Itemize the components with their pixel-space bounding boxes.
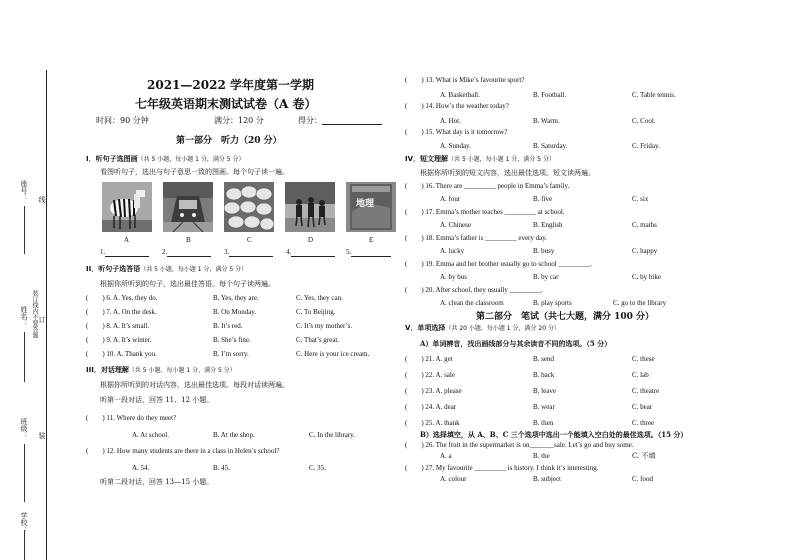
- q16-option-c: C. six: [632, 195, 649, 203]
- q7-stem: ( ) 7. A. On the desk.: [86, 308, 157, 316]
- school-blank: [24, 530, 25, 560]
- exam-time: 时间：90 分钟: [96, 116, 149, 125]
- dialogue1-note: 听第一段对话，回答 11、12 小题。: [100, 396, 214, 404]
- q17-option-b: B. English: [533, 221, 563, 229]
- part2-heading: 第二部分 笔试（共七大题，满分 100 分）: [476, 312, 655, 322]
- q20-option-a: A. clean the classroom: [440, 299, 504, 307]
- answer-blank-3[interactable]: [229, 256, 273, 257]
- q22-option-c: C. lab: [632, 371, 649, 379]
- score-blank[interactable]: [322, 124, 382, 125]
- q24-option-b: B. wear: [533, 403, 555, 411]
- answer-5: [346, 248, 391, 257]
- s2-title: II．听句子选答语: [86, 265, 141, 273]
- q10-option-c: C. Here is your ice cream.: [296, 350, 370, 358]
- q23-option-c: C. theatre: [632, 387, 660, 395]
- picture-e-geography-book: [346, 182, 396, 232]
- q26-stem: ( ) 26. The fruit in the supermarket is on_______sale. Let’s go and buy some.: [405, 441, 634, 449]
- q27-option-a: A. colour: [440, 475, 467, 483]
- answer-blank-4[interactable]: [291, 256, 335, 257]
- q9-option-b: B. She’s fine.: [213, 336, 251, 344]
- q22-option-b: B. back: [533, 371, 555, 379]
- s5-note: （共 20 小题，每小题 1 分，满分 20 分）: [445, 325, 560, 332]
- q19-option-c: C. by bike: [632, 273, 661, 281]
- q25-option-b: B. then: [533, 419, 554, 427]
- q15-stem: ( ) 15. What day is it tomorrow?: [405, 128, 508, 136]
- q18-option-a: A. lucky: [440, 247, 465, 255]
- q14-option-a: A. Hot.: [440, 117, 461, 125]
- q6-option-c: C. Yes, they can.: [296, 294, 343, 302]
- q13-option-a: A. Basketball.: [440, 91, 480, 99]
- q14-option-b: B. Warm.: [533, 117, 560, 125]
- s3-heading: [86, 366, 236, 375]
- q14-option-c: C. Cool.: [632, 117, 656, 125]
- q11-option-b: B. At the shop.: [213, 431, 255, 439]
- binding-warning: 装订线内不要答题: [31, 290, 38, 338]
- q20-option-c: C. go to the library: [613, 299, 667, 307]
- answer-3-num: 3.: [224, 248, 230, 256]
- q13-stem: ( ) 13. What is Mike’s favourite sport?: [405, 76, 525, 84]
- q17-option-c: C. maths: [632, 221, 657, 229]
- q21-stem: ( ) 21. A. get: [405, 355, 453, 363]
- q15-option-c: C. Friday.: [632, 142, 660, 150]
- seat-number-blank: [24, 206, 25, 254]
- q16-option-b: B. five: [533, 195, 553, 203]
- q11-option-c: C. In the library.: [309, 431, 356, 439]
- label-d: D: [308, 236, 314, 244]
- class-blank: [24, 444, 25, 502]
- q24-option-c: C. bear: [632, 403, 653, 411]
- s4-note: （共 5 小题，每小题 1 分，满分 5 分）: [448, 156, 555, 163]
- ding-mark: 订: [38, 316, 46, 323]
- q18-option-c: C. happy: [632, 247, 658, 255]
- q22-stem: ( ) 22. A. sale: [405, 371, 455, 379]
- s1-note: （共 5 小题，每小题 1 分，满分 5 分）: [137, 156, 245, 163]
- answer-5-num: 5.: [346, 248, 352, 256]
- q27-option-b: B. subject: [533, 475, 561, 483]
- q10-option-b: B. I’m sorry.: [213, 350, 249, 358]
- zhuang-mark: 装: [38, 432, 46, 439]
- q21-option-b: B. send: [533, 355, 554, 363]
- q15-option-a: A. Sunday.: [440, 142, 471, 150]
- q19-stem: ( ) 19. Emma and her brother usually go to school _________.: [405, 260, 592, 268]
- answer-blank-2[interactable]: [167, 256, 211, 257]
- exam-title: 七年级英语期末测试试卷（A 卷）: [135, 97, 317, 111]
- s4-heading: [405, 155, 555, 164]
- q23-stem: ( ) 23. A. please: [405, 387, 462, 395]
- q26-option-a: A. a: [440, 452, 452, 460]
- q16-option-a: A. four: [440, 195, 461, 203]
- q27-stem: ( ) 27. My favourite _________ is history. I think it’s interesting.: [405, 464, 599, 472]
- q11-option-a: A. At school.: [132, 431, 169, 439]
- q26-option-b: B. the: [533, 452, 550, 460]
- label-a: A: [124, 236, 130, 244]
- label-b: B: [186, 236, 191, 244]
- q18-stem: ( ) 18. Emma’s father is _________ every day.: [405, 234, 548, 242]
- q6-option-b: B. Yes, they are.: [213, 294, 259, 302]
- q12-stem: ( ) 12. How many students are there in a class in Helen’s school?: [86, 447, 280, 455]
- seat-number-label: 座号：: [20, 180, 28, 201]
- q14-stem: ( ) 14. How’s the weather today?: [405, 102, 509, 110]
- s3-title: III．对话理解: [86, 366, 129, 374]
- q19-option-a: A. by bus: [440, 273, 468, 281]
- picture-d-people: [285, 182, 335, 232]
- s1-title: I．听句子选图画: [86, 155, 138, 163]
- q24-stem: ( ) 24. A. dear: [405, 403, 457, 411]
- q7-option-c: C. To Beijing.: [296, 308, 336, 316]
- answer-3: [224, 248, 273, 257]
- answer-blank-1[interactable]: [105, 256, 149, 257]
- answer-blank-5[interactable]: [351, 256, 391, 257]
- q17-option-a: A. Chinese: [440, 221, 472, 229]
- q20-option-b: B. play sports: [533, 299, 572, 307]
- score-label: 得分：: [298, 116, 322, 125]
- q12-option-c: C. 35.: [309, 464, 326, 472]
- class-label: 班级：: [20, 418, 28, 439]
- picture-a-zebra: [102, 182, 152, 232]
- s5-title: V．单项选择: [405, 324, 446, 332]
- name-blank: [24, 332, 25, 382]
- answer-4-num: 4.: [286, 248, 292, 256]
- q11-stem: ( ) 11. Where do they meet?: [86, 414, 177, 422]
- s2-note: （共 5 小题，每小题 1 分，满分 5 分）: [140, 266, 248, 273]
- picture-c-dumplings: [224, 182, 274, 232]
- s5a-instruction: A）单词辨音，找出画线部分与其余读音不同的选项。（5 分）: [420, 339, 612, 348]
- q25-option-c: C. three: [632, 419, 655, 427]
- q8-stem: ( ) 8. A. It’s small.: [86, 322, 150, 330]
- q25-stem: ( ) 25. A. thank: [405, 419, 460, 427]
- dialogue2-note: 听第二段对话，回答 13—15 小题。: [100, 478, 214, 486]
- exam-full-score: 满分：120 分: [214, 116, 264, 125]
- book-cover-text: 地理: [356, 199, 375, 209]
- exam-score-field: [298, 116, 382, 125]
- answer-1-num: 1.: [100, 248, 106, 256]
- answer-1: [100, 248, 149, 257]
- q8-option-c: C. It’s my mother’s.: [296, 322, 353, 330]
- answer-2: [162, 248, 211, 257]
- seal-line-mark: 线: [38, 196, 46, 203]
- name-label: 姓名：: [20, 306, 28, 327]
- s4-title: IV．短文理解: [405, 155, 449, 163]
- s5b-instruction: B）选择填空，从 A、B、C 三个选项中选出一个能填入空白处的最佳选项。（15 分）: [420, 430, 688, 439]
- q15-option-b: B. Saturday.: [533, 142, 568, 150]
- label-e: E: [369, 236, 374, 244]
- q20-stem: ( ) 20. After school, they usually _________.: [405, 286, 543, 294]
- school-label: 学校：: [20, 512, 28, 533]
- school-year-title: 2021—2022 学年度第一学期: [147, 78, 314, 92]
- s4-instruction: 根据你所听到的短文内容，选出最佳选项。短文读两遍。: [420, 169, 595, 177]
- q6-stem: ( ) 6. A. Yes, they do.: [86, 294, 158, 302]
- q13-option-b: B. Football.: [533, 91, 567, 99]
- q12-option-b: B. 45.: [213, 464, 230, 472]
- s2-instruction: 根据你所听到的句子，选出最佳答语。每个句子读两遍。: [100, 280, 275, 288]
- q18-option-b: B. busy: [533, 247, 555, 255]
- q9-stem: ( ) 9. A. It’s winter.: [86, 336, 152, 344]
- part1-heading: 第一部分 听力（20 分）: [176, 136, 282, 146]
- q23-option-b: B. leave: [533, 387, 556, 395]
- q7-option-b: B. On Monday.: [213, 308, 257, 316]
- q16-stem: ( ) 16. There are _________ people in Emma’s family.: [405, 182, 570, 190]
- q19-option-b: B. by car: [533, 273, 559, 281]
- s3-note: （共 5 小题，每小题 1 分，满分 5 分）: [128, 367, 236, 374]
- answer-4: [286, 248, 335, 257]
- q13-option-c: C. Table tennis.: [632, 91, 676, 99]
- s1-instruction: 看图听句子，选出与句子意思一致的图画。每个句子读一遍。: [100, 168, 289, 176]
- q10-stem: ( ) 10. A. Thank you.: [86, 350, 157, 358]
- q17-stem: ( ) 17. Emma’s mother teaches _________ at school.: [405, 208, 565, 216]
- q26-option-c: C. 不填: [632, 452, 656, 460]
- answer-2-num: 2.: [162, 248, 168, 256]
- binding-line: [46, 70, 47, 560]
- q12-option-a: A. 54.: [132, 464, 150, 472]
- label-c: C: [247, 236, 252, 244]
- picture-b-train: [163, 182, 213, 232]
- q27-option-c: C. food: [632, 475, 653, 483]
- s3-instruction: 根据你所听到的对话内容，选出最佳选项。每段对话读两遍。: [100, 381, 289, 389]
- s2-heading: [86, 265, 247, 274]
- q8-option-b: B. It’s red.: [213, 322, 243, 330]
- s5-heading: [405, 324, 560, 333]
- s1-heading: [86, 155, 245, 164]
- q21-option-c: C. these: [632, 355, 655, 363]
- q9-option-c: C. That’s great.: [296, 336, 340, 344]
